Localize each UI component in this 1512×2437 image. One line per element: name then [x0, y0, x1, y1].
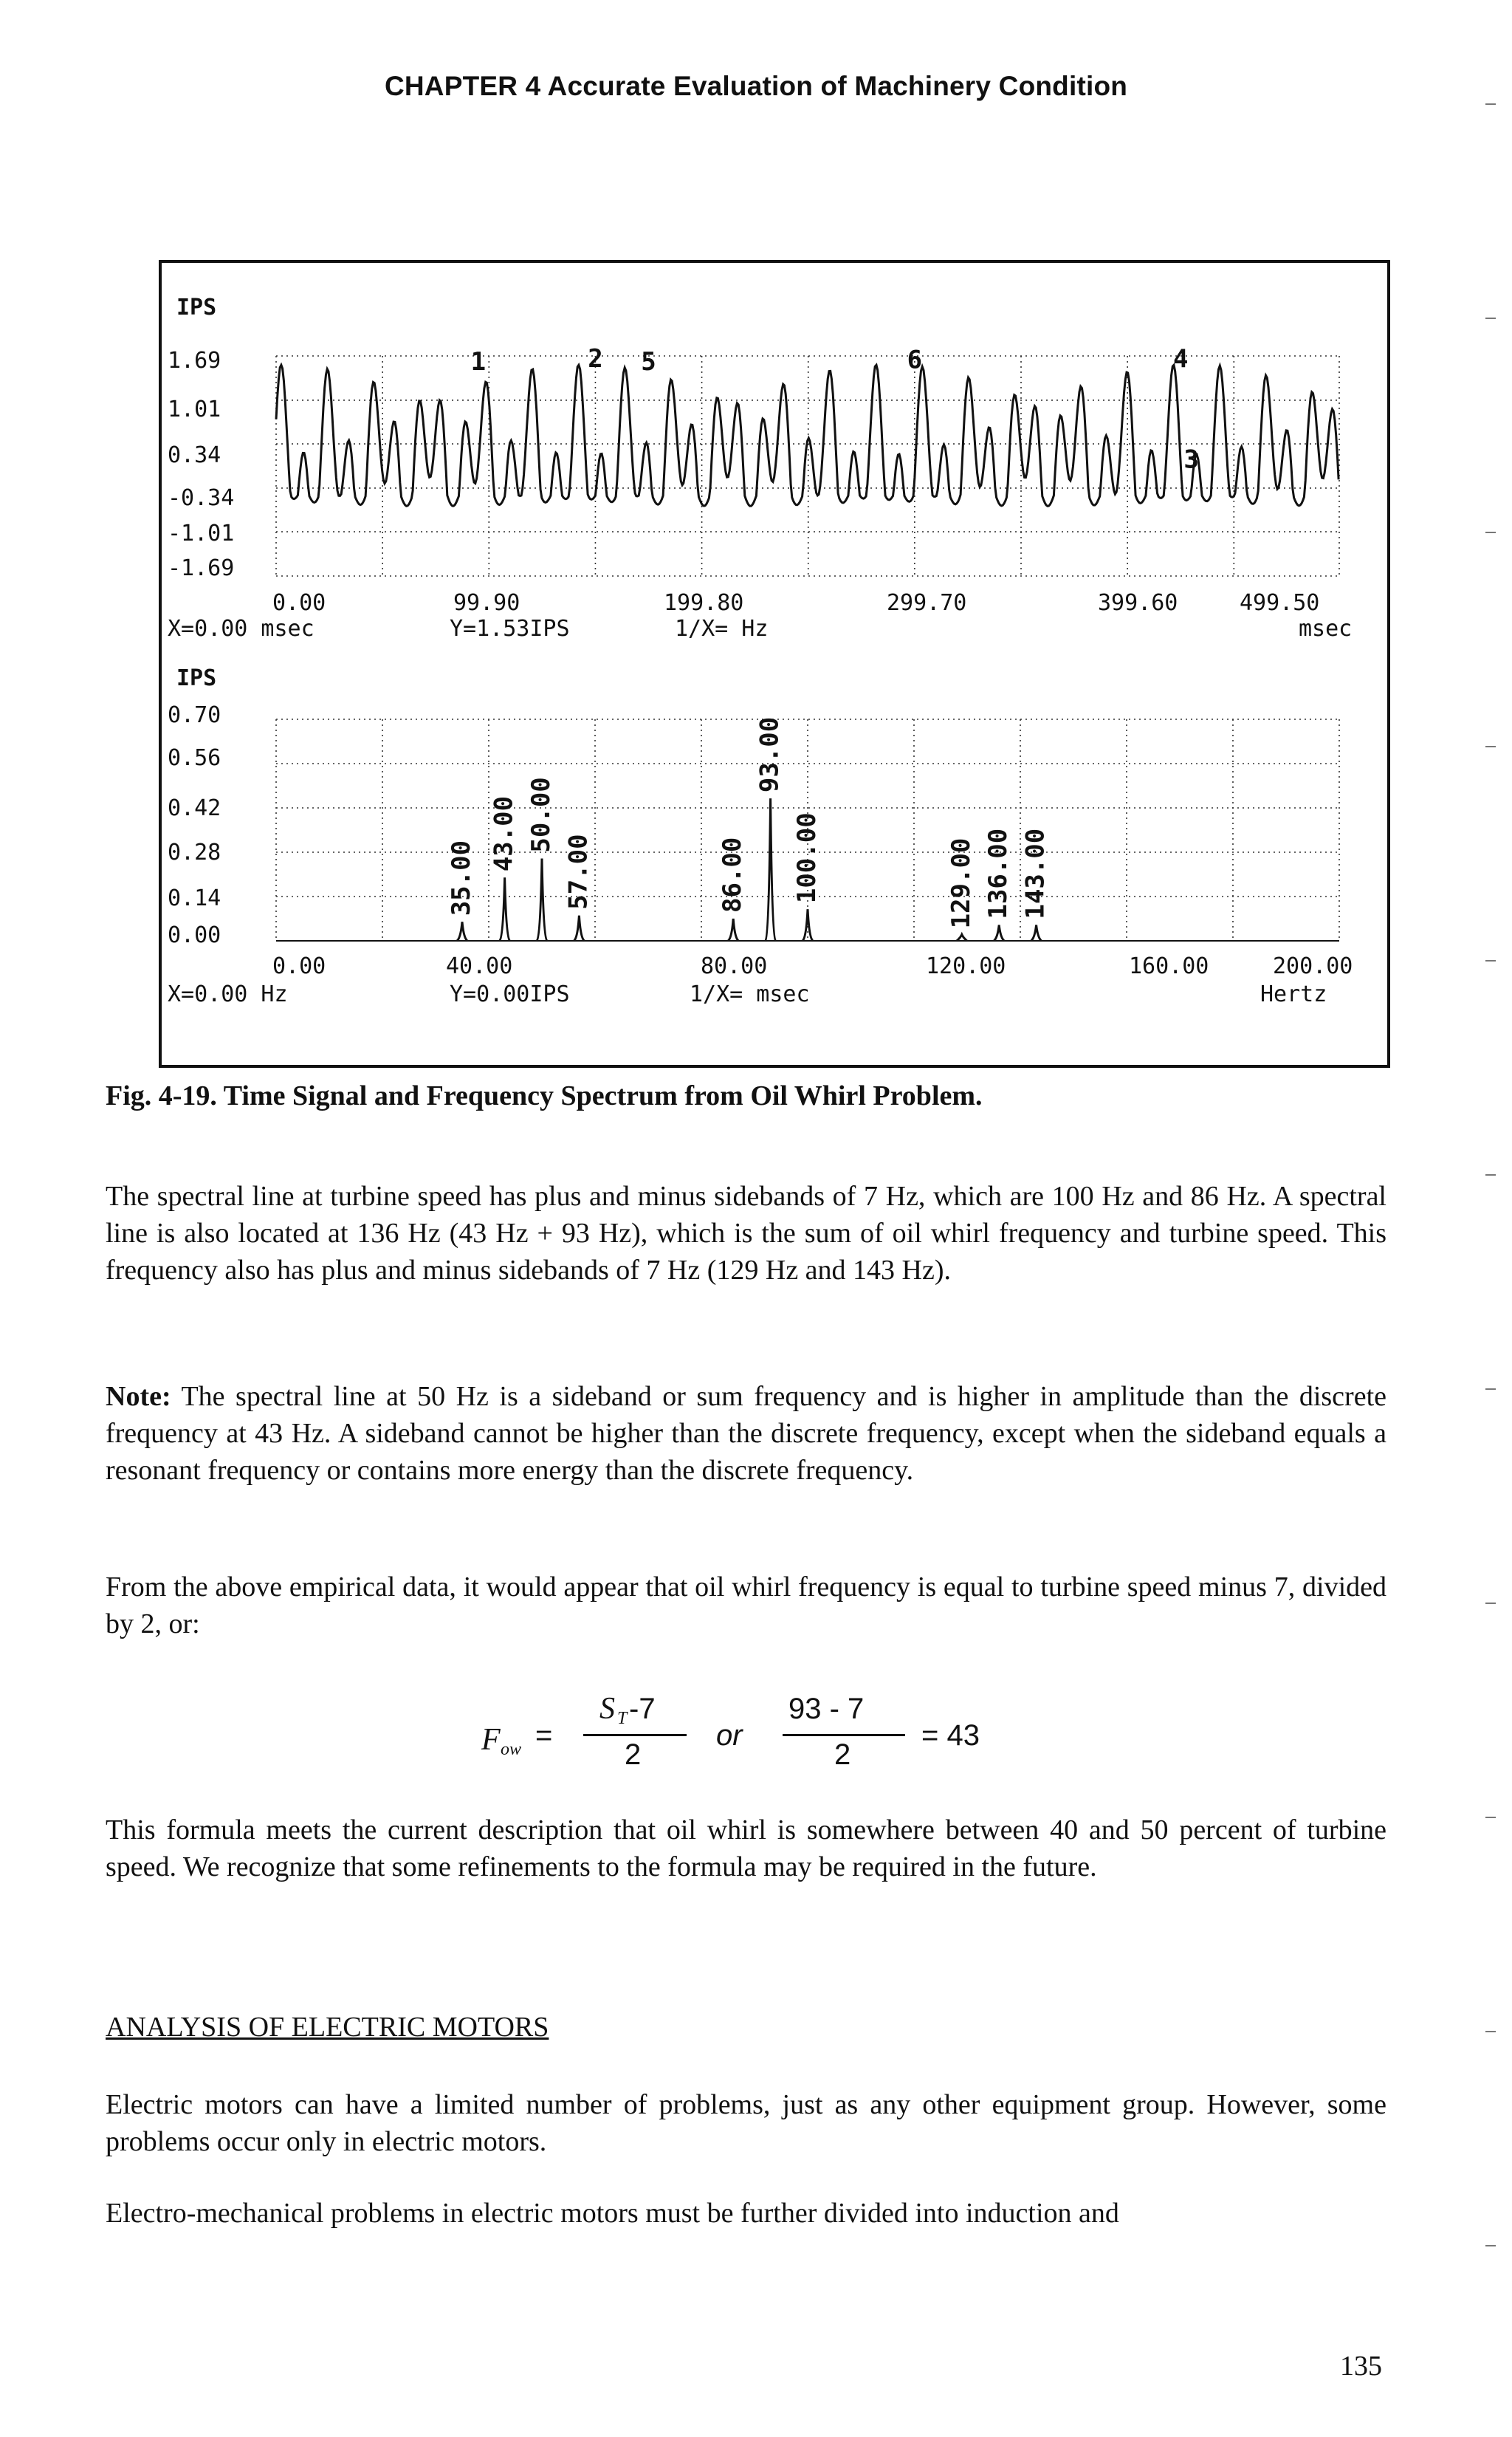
- formula-fraction-bar: [583, 1734, 687, 1736]
- time-x-tick: 499.50: [1240, 590, 1320, 616]
- paragraph-empirical: From the above empirical data, it would appear that oil whirl frequency is equal to turbine speed minus 7, divided by 2, or:: [106, 1571, 1386, 1639]
- figure-frame: [159, 260, 1390, 1068]
- spectrum-y-tick: 0.00: [168, 922, 221, 948]
- margin-mark: [1485, 318, 1496, 319]
- paragraph-electro-mechanical: Electro-mechanical problems in electric motors must be further divided into induction and: [106, 2198, 1119, 2229]
- spectrum-line: [728, 919, 738, 941]
- spectrum-cursor-x: X=0.00 Hz: [168, 981, 288, 1007]
- time-y-tick: 1.69: [168, 348, 221, 374]
- margin-mark: [1485, 2245, 1496, 2246]
- spectrum-x-tick: 80.00: [701, 953, 768, 979]
- spectrum-cursor-y: Y=0.00IPS: [450, 981, 570, 1007]
- time-x-tick: 99.90: [453, 590, 520, 616]
- spectrum-y-tick: 0.28: [168, 840, 221, 866]
- time-x-tick: 399.60: [1098, 590, 1178, 616]
- formula-numerator-2: 93 - 7: [788, 1693, 865, 1725]
- note-text: The spectral line at 50 Hz is a sideband or sum frequency and is higher in amplitude than the discrete frequency at 43 Hz. A sideband cannot be higher than the discrete frequency, except when the sideband equals a resonant frequency or contains more energy than the discrete frequency.: [106, 1381, 1386, 1486]
- formula-numerator-tail: -7: [629, 1693, 656, 1725]
- spectrum-peak-label: 57.00: [563, 834, 594, 910]
- spectrum-peak-label: 100.00: [792, 812, 822, 904]
- time-peak-marker: 6: [907, 345, 923, 375]
- oil-whirl-formula: [472, 1691, 1048, 1795]
- time-unit-label: IPS: [176, 295, 217, 321]
- spectrum-y-tick: 0.14: [168, 885, 221, 911]
- spectrum-peak-label: 93.00: [755, 716, 785, 793]
- spectrum-peak-label: 143.00: [1020, 828, 1051, 919]
- margin-mark: [1485, 1388, 1496, 1390]
- formula-numerator-s: S: [599, 1692, 615, 1726]
- spectrum-peak-label: 43.00: [489, 795, 519, 872]
- spectrum-peak-label: 129.00: [946, 837, 976, 929]
- spectrum-panel: [168, 665, 1353, 1007]
- formula-lhs: F: [481, 1723, 501, 1757]
- formula-numerator-subscript: T: [617, 1709, 628, 1728]
- spectrum-peak-label: 35.00: [447, 840, 476, 916]
- note-label: Note:: [106, 1381, 171, 1412]
- spectrum-x-tick: 120.00: [926, 953, 1006, 979]
- spectrum-cursor-inverse: 1/X= msec: [690, 981, 810, 1007]
- time-x-tick: 0.00: [272, 590, 326, 616]
- spectrum-peak-label: 50.00: [526, 777, 556, 853]
- time-peak-marker: 2: [588, 343, 603, 374]
- time-y-tick: -1.01: [168, 521, 235, 546]
- formula-result: = 43: [921, 1719, 980, 1752]
- time-x-unit: msec: [1299, 616, 1353, 642]
- formula-denominator-2: 2: [834, 1738, 851, 1771]
- spectrum-line: [457, 922, 467, 941]
- spectrum-line: [766, 798, 776, 941]
- spectrum-line: [957, 934, 967, 941]
- figure-caption: Fig. 4-19. Time Signal and Frequency Spectrum from Oil Whirl Problem.: [106, 1080, 983, 1111]
- paragraph-electric-motors: Electric motors can have a limited number of problems, just as any other equipment group. However, some problems occur only in electric motors.: [106, 2089, 1386, 2157]
- margin-mark: [1485, 746, 1496, 747]
- spectrum-x-tick: 40.00: [446, 953, 513, 979]
- time-y-tick: 1.01: [168, 397, 221, 422]
- margin-mark: [1485, 1817, 1496, 1818]
- spectrum-y-tick: 0.42: [168, 795, 221, 821]
- margin-mark: [1485, 1603, 1496, 1604]
- time-signal-panel: [168, 295, 1352, 642]
- figure-graphic: [162, 263, 1387, 1065]
- formula-or: or: [716, 1719, 743, 1752]
- spectrum-unit-label: IPS: [176, 665, 217, 691]
- time-y-tick: -1.69: [168, 555, 235, 581]
- spectrum-line: [574, 916, 584, 941]
- page-number: 135: [1340, 2351, 1382, 2382]
- time-peak-marker: 1: [470, 347, 487, 377]
- time-peak-marker: 3: [1183, 445, 1199, 475]
- time-cursor-inverse: 1/X= Hz: [675, 616, 769, 642]
- spectrum-y-tick: 0.70: [168, 702, 221, 728]
- time-x-tick: 199.80: [664, 590, 744, 616]
- section-heading: ANALYSIS OF ELECTRIC MOTORS: [106, 2012, 549, 2043]
- spectrum-line: [994, 925, 1004, 941]
- paragraph-sidebands: The spectral line at turbine speed has plus and minus sidebands of 7 Hz, which are 100 Hz and 86 Hz. A spectral line is also located at 136 Hz (43 Hz + 93 Hz), which is the sum of oil whirl frequency and turbine speed. This frequency also has plus and minus sidebands of 7 Hz (129 Hz and 143 Hz).: [106, 1181, 1386, 1286]
- spectrum-x-unit: Hertz: [1260, 981, 1327, 1007]
- formula-lhs-subscript: ow: [501, 1740, 522, 1759]
- formula-equals: =: [535, 1719, 553, 1752]
- margin-mark: [1485, 1174, 1496, 1176]
- time-cursor-y: Y=1.53IPS: [450, 616, 570, 642]
- margin-mark: [1485, 103, 1496, 105]
- spectrum-line: [1031, 925, 1042, 941]
- spectrum-line: [537, 859, 547, 941]
- spectrum-peak-label: 86.00: [718, 837, 748, 913]
- margin-mark: [1485, 532, 1496, 533]
- time-y-tick: 0.34: [168, 442, 221, 468]
- margin-mark: [1485, 2031, 1496, 2032]
- running-head: CHAPTER 4 Accurate Evaluation of Machinery Condition: [384, 71, 1128, 101]
- spectrum-line: [500, 877, 510, 941]
- time-cursor-x: X=0.00 msec: [168, 616, 315, 642]
- spectrum-y-tick: 0.56: [168, 745, 221, 771]
- time-peak-marker: 5: [641, 347, 656, 377]
- formula-fraction-bar: [783, 1734, 905, 1736]
- margin-mark: [1485, 960, 1496, 962]
- time-x-tick: 299.70: [887, 590, 967, 616]
- spectrum-peak-label: 136.00: [983, 828, 1014, 919]
- time-waveform: [276, 365, 1339, 506]
- formula-denominator: 2: [625, 1738, 642, 1771]
- paragraph-note: [106, 1378, 1386, 1489]
- spectrum-x-tick: 200.00: [1273, 953, 1353, 979]
- time-y-tick: -0.34: [168, 485, 235, 511]
- time-peak-marker: 4: [1172, 344, 1189, 374]
- spectrum-x-tick: 160.00: [1129, 953, 1209, 979]
- spectrum-peak-labels: [447, 717, 1051, 929]
- paragraph-formula-description: This formula meets the current description that oil whirl is somewhere between 40 and 50 percent of turbine speed. We recognize that some refinements to the formula may be required in the future.: [106, 1814, 1386, 1882]
- spectrum-x-tick: 0.00: [272, 953, 326, 979]
- spectrum-line: [803, 909, 813, 941]
